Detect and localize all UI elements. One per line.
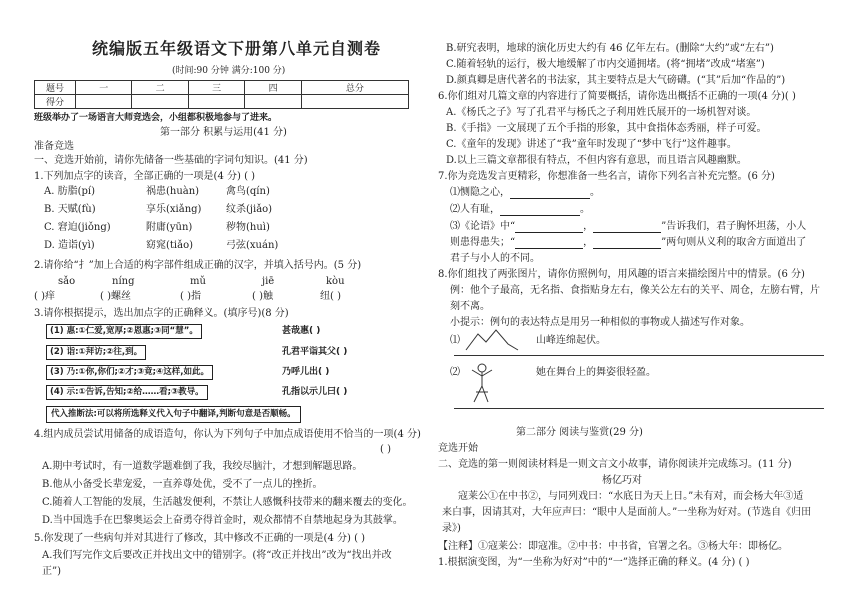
q1-option-b: 纹杀(jiǎo) xyxy=(226,204,273,215)
q4-option-c[interactable]: C.随着人工智能的发展，生活越发便利，不禁让人感慨科技带来的翻来覆去的变化。 xyxy=(42,497,413,508)
score-header-cell: 总分 xyxy=(301,81,408,95)
q8-picture-caption: 山峰连绵起伏。 xyxy=(536,335,606,346)
q7-item-1: ⑴恻隐之心， 。 xyxy=(450,187,600,198)
question-5: 5.你发现了一些病句并对其进行了修改，其中修改不正确的一项是(4 分) ( ) xyxy=(34,533,366,544)
pinyin: níng xyxy=(112,276,135,287)
question-4: 4.组内成员尝试用储备的成语造句，你认为下列句子中加点成语使用不恰当的一项(4 分) xyxy=(34,429,421,440)
q1-option-d: 窈窕(tiǎo) xyxy=(146,240,194,251)
reading-question-1: 1.根据演变图，为“一坐称为好对”中的“一”选择正确的释义。(4 分) ( ) xyxy=(438,557,750,568)
question-1: 1.下列加点字的读音，全部正确的一项是(4 分) ( ) xyxy=(34,171,256,182)
score-row-label: 得分 xyxy=(35,95,76,109)
exam-meta: (时间:90 分钟 满分:100 分) xyxy=(172,66,286,76)
dancer-icon xyxy=(468,362,496,410)
q1-option-a: 祸患(huàn) xyxy=(146,186,200,197)
score-header-cell: 题号 xyxy=(35,81,76,95)
score-cell[interactable] xyxy=(76,95,132,109)
q4-option-b[interactable]: B.他从小备受长辈宠爱，一直养尊处优，受不了一点儿的挫折。 xyxy=(42,479,323,490)
score-cell[interactable] xyxy=(188,95,244,109)
q7-text: 则患得患失；“ xyxy=(450,237,516,248)
question-6: 6.你们组对几篇文章的内容进行了简要概括，请你选出概括不正确的一项(4 分)( ) xyxy=(438,91,796,102)
answer-line[interactable] xyxy=(454,408,824,409)
passage-line: 寇莱公①在中书②，与同列戏曰：“水底日为天上日。”未有对，而会杨大年③适 xyxy=(458,491,804,502)
q7-prompt: ⑶《论语》中“ xyxy=(450,221,516,232)
q5-option-a[interactable]: A.我们写完作文后要改正并找出文中的错别字。(将“改正并找出”改为“找出并改 xyxy=(42,550,392,561)
score-header-cell: 三 xyxy=(188,81,244,95)
exam-title: 统编版五年级语文下册第八单元自测卷 xyxy=(92,39,382,58)
answer-blank[interactable]: ( )螺丝 xyxy=(100,291,131,302)
q5-option-c[interactable]: C.随着轻轨的运行，极大地缓解了市内交通拥堵。(将“拥堵”改成“堵塞”) xyxy=(446,59,765,70)
fill-blank[interactable] xyxy=(510,188,590,199)
q5-option-b[interactable]: B.研究表明，地球的演化历史大约有 46 亿年左右。(删除“大约”或“左右”) xyxy=(446,43,774,54)
passage-line: 来白事，因请其对，大年应声曰：“眼中人是面前人。”一坐称为好对。(节选自《归田 xyxy=(442,507,812,518)
q8-example-cont: 刻不离。 xyxy=(450,301,490,312)
answer-paren[interactable]: ( ) xyxy=(380,444,391,455)
score-cell[interactable] xyxy=(245,95,301,109)
q7-text: ”两句则从义利的取舍方面道出了 xyxy=(661,237,807,248)
question-7: 7.你为竞选发言更精彩，你想准备一些名言，请你下列名言补充完整。(6 分) xyxy=(438,171,775,182)
fill-blank[interactable] xyxy=(593,238,661,249)
section2-heading: 二、竞选的第一则阅读材料是一则文言文小故事，请你阅读并完成练习。(11 分) xyxy=(438,459,792,470)
q3-prompt[interactable]: 甚哉惠( ) xyxy=(282,326,321,336)
fill-blank[interactable] xyxy=(500,205,580,216)
answer-blank[interactable]: ( )指 xyxy=(180,291,201,302)
fill-blank[interactable] xyxy=(593,222,661,233)
q5-option-d[interactable]: D.颜真卿是唐代著名的书法家，其主要特点是大气磅礴。(“其”后加“作品的”) xyxy=(446,75,786,86)
q3-prompt[interactable]: 孔指以示儿曰( ) xyxy=(282,387,348,397)
q5-option-a-cont: 正”) xyxy=(42,566,62,577)
q3-prompt[interactable]: 乃呼儿出( ) xyxy=(282,367,330,377)
q3-prompt[interactable]: 孔君平诣其父( ) xyxy=(282,347,348,357)
score-header-cell: 四 xyxy=(245,81,301,95)
q1-option-c: 秽物(huì) xyxy=(226,222,270,233)
answer-blank[interactable]: 纽( ) xyxy=(320,291,341,302)
footnote: 【注释】①寇莱公：即寇准。②中书：中书省，官署之名。③杨大年：即杨亿。 xyxy=(438,541,788,552)
mountain-icon xyxy=(464,326,520,352)
score-cell[interactable] xyxy=(132,95,188,109)
section-prep: 准备竞选 xyxy=(34,141,74,152)
answer-line[interactable] xyxy=(454,355,824,356)
q7-prompt: ⑵人有耻， xyxy=(450,204,500,215)
q1-option-c: 附庸(yūn) xyxy=(146,222,193,233)
q6-option-d[interactable]: D.以上三篇文章都很有特点，不但内容有意思，而且语言风趣幽默。 xyxy=(446,155,747,166)
q1-option-b: 享乐(xiǎng) xyxy=(146,204,202,215)
pinyin: sǎo xyxy=(58,276,76,287)
q8-example: 例：他个子最高，无名指、食指贴身左右，像关公左右的关平、周仓，左膀右臂，片 xyxy=(450,285,820,296)
q6-option-a[interactable]: A.《杨氏之子》写了孔君平与杨氏之子利用姓氏展开的一场机智对谈。 xyxy=(446,107,757,118)
q7-item-3-cont xyxy=(450,236,806,249)
q1-option-d[interactable]: D. 造诣(yì) xyxy=(44,240,95,251)
fill-blank[interactable] xyxy=(515,238,583,249)
question-8: 8.你们组找了两张图片，请你仿照例句，用风趣的语言来描绘图片中的情景。(6 分) xyxy=(438,269,805,280)
score-cell[interactable] xyxy=(301,95,408,109)
q1-option-c[interactable]: C. 窘迫(jiǒng) xyxy=(44,222,111,233)
passage-title: 杨亿巧对 xyxy=(602,475,642,486)
q1-option-a: 禽鸟(qín) xyxy=(226,186,270,197)
definition-box: (3) 乃:①你,你们;②才;③竟;④这样,如此。 xyxy=(46,365,213,380)
q7-item-3-end: 君子与小人的不同。 xyxy=(450,253,540,264)
tip-box: 代入推断法:可以将所选释义代入句子中翻译,判断句意是否顺畅。 xyxy=(46,406,301,423)
question-3: 3.请你根据提示，选出加点字的正确释义。(填序号)(8 分) xyxy=(34,308,289,319)
question-2: 2.请你给“扌”加上合适的构字部件组成正确的汉字，并填入括号内。(5 分) xyxy=(34,260,362,271)
passage-line: 录》) xyxy=(442,523,461,534)
definition-box: (1) 惠:①仁爱,宽厚;②恩惠;③同“慧”。 xyxy=(46,324,202,339)
intro-banner: 班级举办了一场语言大师竞选会，小组都积极地参与了进来。 xyxy=(34,113,278,123)
q4-option-d[interactable]: D.当中国选手在巴黎奥运会上奋勇夺得首金时，观众都情不自禁地起身为其鼓掌。 xyxy=(42,515,403,526)
q8-tip: 小提示：例句的表达特点是用另一种相似的事物或人描述写作对象。 xyxy=(450,317,750,328)
q6-option-b[interactable]: B.《手指》一文展现了五个手指的形象，其中食指体态秀丽，样子可爱。 xyxy=(446,123,767,134)
answer-blank[interactable]: ( )痒 xyxy=(34,291,55,302)
q8-num-2: ⑵ xyxy=(450,367,460,378)
section1-heading: 一、竞选开始前，请你先储备一些基础的字词句知识。(41 分) xyxy=(34,155,308,166)
pinyin: kòu xyxy=(326,276,345,287)
definition-box: (4) 示:①告诉,告知;②给……看;③教导。 xyxy=(46,385,208,400)
part2-heading: 第二部分 阅读与鉴赏(29 分) xyxy=(516,427,643,438)
definition-box: (2) 诣:①拜访;②往,到。 xyxy=(46,345,146,360)
q1-option-a[interactable]: A. 肪脂(pí) xyxy=(44,186,95,197)
answer-blank[interactable]: ( )触 xyxy=(252,291,273,302)
q7-comma: ， xyxy=(583,221,594,232)
q6-option-c[interactable]: C.《童年的发现》讲述了“我”童年时发现了“梦中飞行”这件趣事。 xyxy=(446,139,737,150)
q8-picture-caption: 她在舞台上的舞姿很轻盈。 xyxy=(536,367,656,378)
q7-text: ”告诉我们，君子胸怀坦荡，小人 xyxy=(661,221,807,232)
score-table xyxy=(34,80,409,109)
q7-prompt: ⑴恻隐之心， xyxy=(450,187,510,198)
q1-option-d: 弓弦(xuán) xyxy=(226,240,279,251)
pinyin: jiē xyxy=(262,276,275,287)
q1-option-b[interactable]: B. 天赋(fù) xyxy=(44,204,96,215)
part1-heading: 第一部分 积累与运用(41 分) xyxy=(160,127,287,138)
section-start: 竞选开始 xyxy=(438,443,478,454)
q7-comma: ， xyxy=(583,237,594,248)
q8-num-1: ⑴ xyxy=(450,335,460,346)
fill-blank[interactable] xyxy=(515,222,583,233)
score-header-cell: 二 xyxy=(132,81,188,95)
score-header-cell: 一 xyxy=(76,81,132,95)
q7-item-2: ⑵人有耻， 。 xyxy=(450,204,590,215)
q4-option-a[interactable]: A.期中考试时，有一道数学题难倒了我，我绞尽脑汁，才想到解题思路。 xyxy=(42,461,363,472)
pinyin: mǔ xyxy=(190,276,206,287)
q7-item-3 xyxy=(450,220,806,233)
